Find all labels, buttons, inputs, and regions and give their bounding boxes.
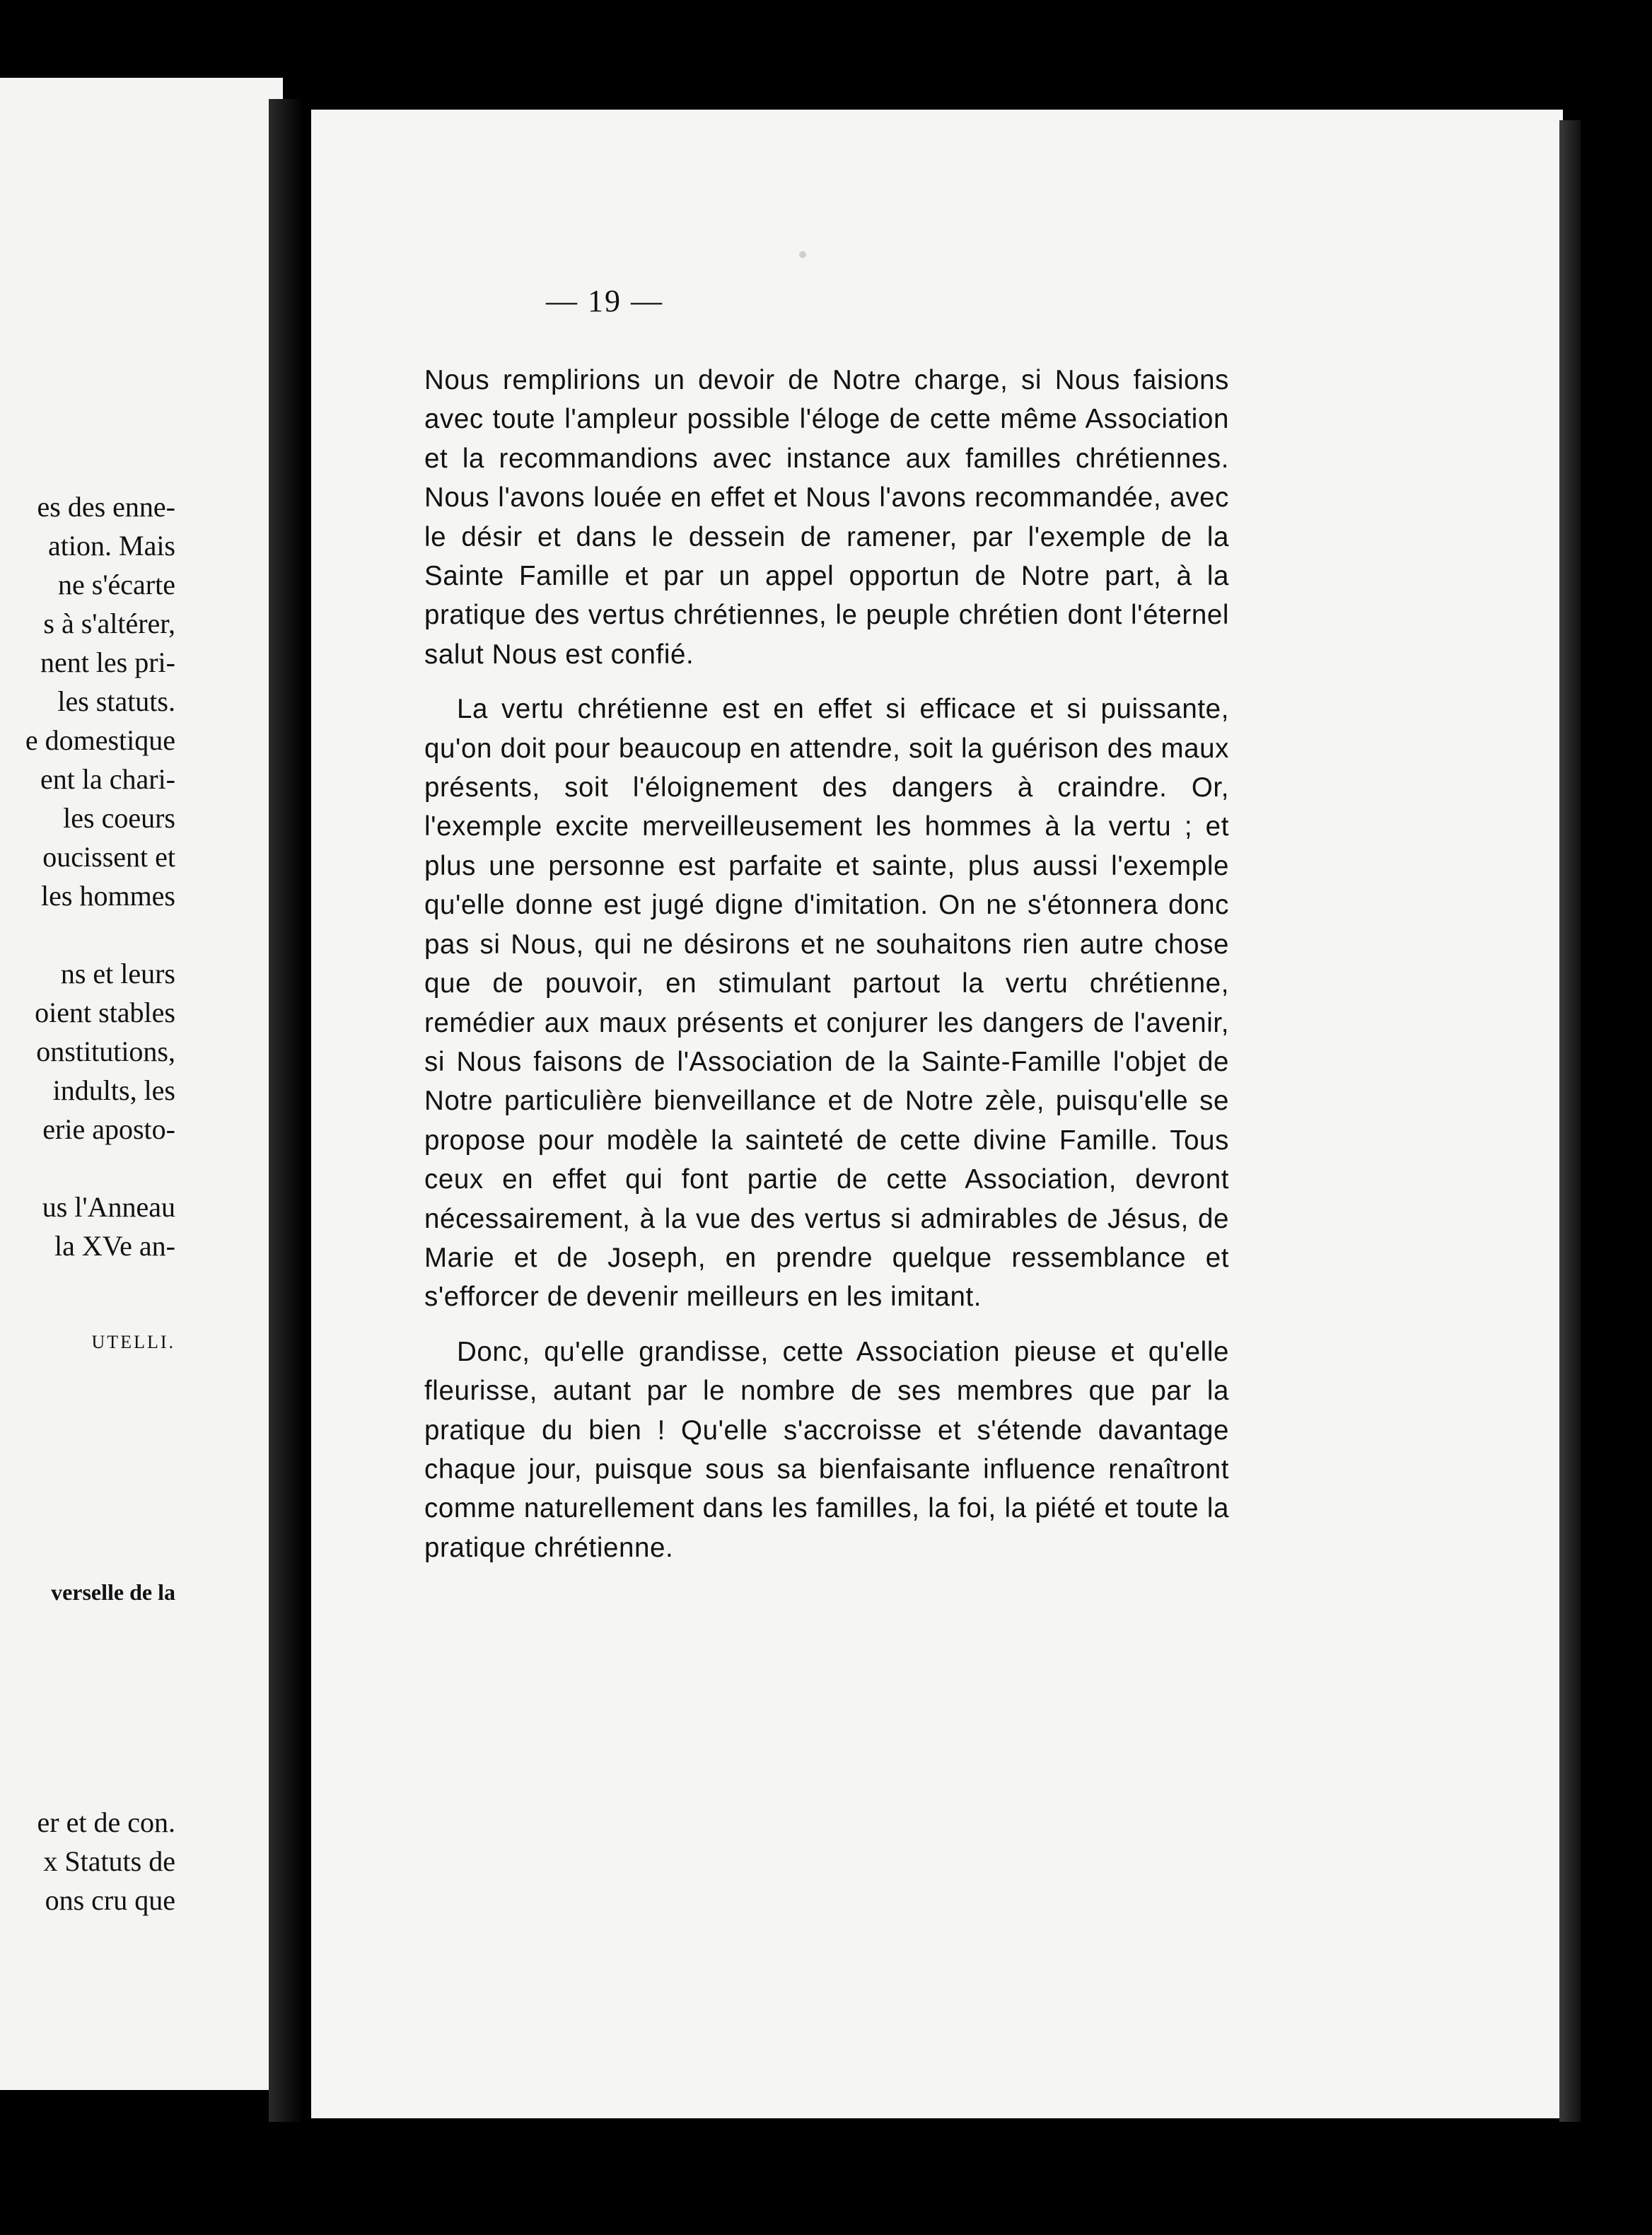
left-line: ation. Mais [48,530,175,562]
main-body-text [424,361,1229,1583]
left-line: onstitutions, [36,1035,175,1067]
left-line: ent la chari- [40,763,175,795]
left-line: indults, les [52,1074,175,1106]
left-line: e domestique [25,724,175,756]
left-line: nent les pri- [40,646,175,678]
left-line: ne s'écarte [58,569,175,600]
section-heading-fragment: verselle de la [51,1579,175,1605]
book-gutter-shadow [269,99,303,2122]
left-line: ns et leurs [60,958,175,989]
paragraph: Nous remplirions un devoir de Notre charge, si Nous faisions avec toute l'ampleur possible l'éloge de cette même Association et la recommandions avec instance aux familles chrétiennes. Nous l'avons louée en effet et Nous l'avons recommandée, avec le désir et dans le dessein de ramener, par l'exemple de la Sainte Famille et par un appel opportun de Notre part, à la pratique des vertus chrétiennes, le peuple chrétien dont l'éternel salut Nous est confié. [424,365,1229,670]
page-edge-shadow [1559,120,1581,2122]
left-line: oucissent et [42,841,175,873]
left-line: es des enne- [37,491,175,523]
left-line: s à s'altérer, [43,608,175,639]
paragraph: La vertu chrétienne est en effet si efficace et si puissante, qu'on doit pour beaucoup en attendre, soit la guérison des maux présents, soit l'éloignement des dangers à craindre. Or, l'exemple excite merveilleusement les hommes à la vertu ; et plus une personne est parfaite et sainte, plus aussi l'exemple qu'elle donne est jugé digne d'imitation. On ne s'étonnera donc pas si Nous, qui ne désirons et ne souhaitons rien autre chose que de pouvoir, en stimulant partout la vertu chrétienne, remédier aux maux présents et conjurer les dangers de l'avenir, si Nous faisons de l'Association de la Sainte-Famille l'objet de Notre particulière bienveillance et de Notre zèle, puisqu'elle se propose pour modèle la sainteté de cette divine Famille. Tous ceux en effet qui font partie de cette Association, devront nécessairement, à la vue des vertus si admirables de Jésus, de Marie et de Joseph, en prendre quelque ressemblance et s'efforcer de devenir meilleurs en les imitant. [424,694,1229,1313]
paragraph: Donc, qu'elle grandisse, cette Association pieuse et qu'elle fleurisse, autant par le nombre de ses membres que par la pratique du bien ! Qu'elle s'accroisse et s'étende davantage chaque jour, puisque sous sa bienfaisante influence renaîtront comme naturellement dans les familles, la foi, la piété et toute la pratique chrétienne. [424,1336,1229,1563]
page-number: — 19 — [546,284,663,318]
signature-line: UTELLI. [91,1332,175,1352]
left-line: er et de con. [37,1806,175,1838]
left-line: x Statuts de [43,1845,175,1877]
left-line: erie aposto- [42,1113,175,1145]
left-line: la XVe an- [54,1230,175,1262]
left-line: les hommes [41,880,175,912]
left-line: les coeurs [63,802,175,834]
left-line: les statuts. [57,685,175,717]
left-facing-page [0,78,283,2090]
left-line: ons cru que [45,1884,175,1916]
left-line: oient stables [35,997,175,1028]
paper-speck [799,251,806,258]
left-line: us l'Anneau [42,1191,175,1223]
